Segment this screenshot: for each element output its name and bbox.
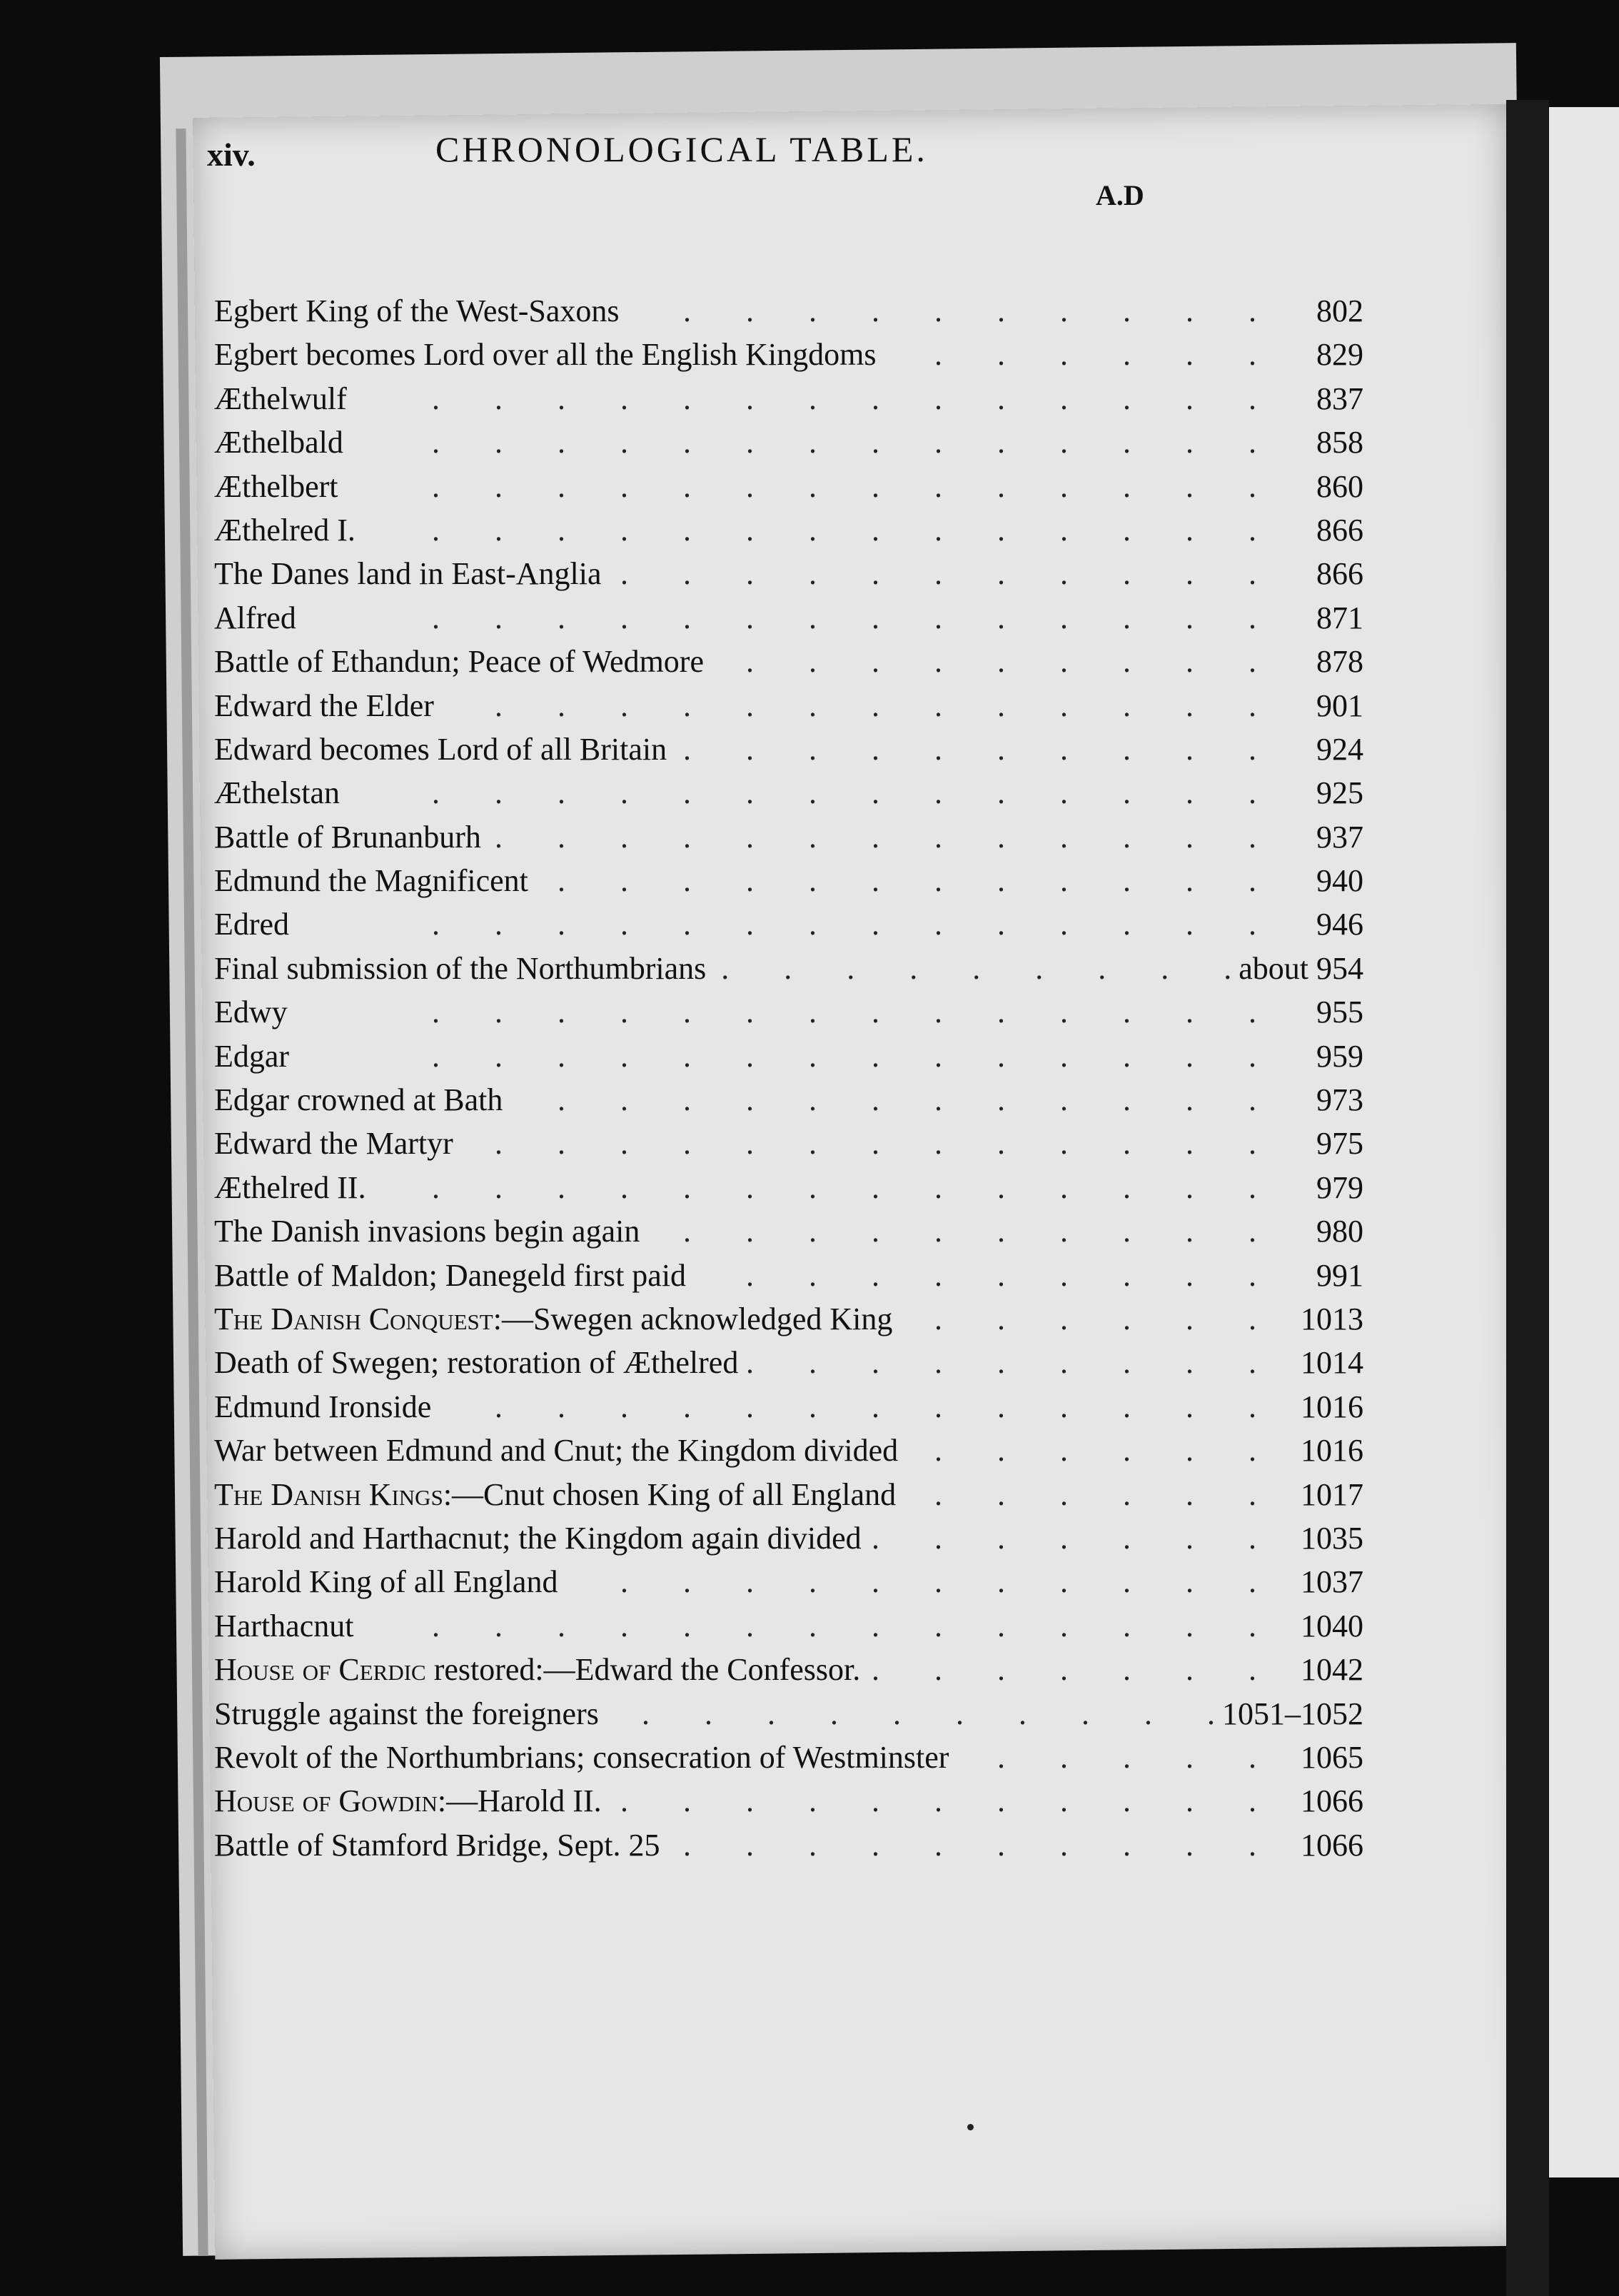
list-item [214,1389,1363,1432]
entry-year: 1016 [1301,1389,1363,1424]
list-item [214,468,1363,512]
entry-year: 829 [1316,337,1363,373]
entry-year: about 954 [1239,950,1363,986]
entry-label [214,1608,353,1644]
entry-label [214,950,706,987]
list-item [214,600,1363,643]
entry-text: The Danes land in East-Anglia [214,556,602,592]
entry-label [214,1739,949,1776]
entry-year: 1066 [1301,1827,1363,1863]
list-item [214,1344,1363,1388]
dot-leader [667,1827,1256,1858]
entry-text: Revolt of the Northumbrians; consecration of Westminster [214,1739,949,1775]
entry-text: Harold King of all England [214,1564,558,1600]
dot-leader [674,731,1256,762]
list-item [214,1827,1363,1870]
entry-label [214,1257,686,1294]
entry-year: 1014 [1301,1345,1363,1381]
entry-label [214,906,289,942]
entry-year: 924 [1316,731,1363,767]
list-item [214,1739,1363,1783]
dot-leader [303,600,1256,631]
entry-label [214,1827,660,1863]
dot-leader [693,1257,1256,1289]
entry-text: Battle of Maldon; Danegeld first paid [214,1257,687,1293]
entry-text: Æthelstan [214,775,340,811]
list-item [214,688,1363,731]
entry-text: Edmund the Magnificent [214,863,528,899]
list-item [214,1125,1363,1169]
entry-label [214,1696,599,1732]
entry-year: 973 [1316,1082,1363,1118]
entry-year: 959 [1316,1038,1363,1074]
dot-leader [438,1389,1256,1420]
entry-text: Edmund Ironside [214,1389,432,1424]
entry-year: 871 [1316,600,1363,635]
dot-leader [609,1783,1256,1814]
entry-year: 955 [1316,995,1363,1030]
entry-text: The Danish invasions begin again [214,1214,640,1249]
entry-text: Egbert becomes Lord over all the English Kingdoms [214,337,877,373]
entry-year: 1035 [1301,1520,1363,1556]
list-item [214,1608,1363,1651]
entry-text: Alfred [214,600,296,635]
entry-label [214,1389,431,1425]
entry-year: 1051–1052 [1222,1696,1363,1731]
list-item [214,819,1363,862]
entry-label [214,293,620,329]
entry-text: —Swegen acknowledged King [501,1301,893,1336]
entry-small-caps: The Danish Conquest: [214,1301,502,1336]
entry-year: 1013 [1301,1301,1363,1336]
dot-leader [711,643,1256,675]
book-spine [1506,100,1549,2296]
entry-text: Battle of Brunanburh [214,819,481,855]
entry-label [214,336,876,373]
entry-text: Struggle against the foreigners [214,1696,599,1731]
page-title: CHRONOLOGICAL TABLE. [435,129,928,169]
entry-label [214,994,288,1030]
entry-text: —Harold II. [446,1783,602,1819]
entry-year: 1016 [1301,1433,1363,1469]
entry-text: —Cnut chosen King of all England [452,1476,897,1512]
entry-label [214,381,347,417]
list-item [214,994,1363,1037]
entry-label [214,1169,366,1206]
entry-year: 860 [1316,468,1363,504]
entry-year: 1065 [1301,1739,1363,1775]
entry-label [214,1038,289,1074]
list-item [214,1432,1363,1476]
list-item [214,1651,1363,1695]
entry-year: 866 [1316,556,1363,592]
dot-leader [360,1608,1256,1639]
dot-leader [535,862,1256,894]
entry-year: 837 [1316,381,1363,416]
entry-year: 975 [1316,1126,1363,1162]
entry-label [214,1301,892,1337]
list-item [214,555,1363,599]
list-item [214,1564,1363,1607]
entry-label [214,1476,896,1513]
entry-label [214,1651,860,1688]
list-item [214,950,1363,994]
list-item [214,906,1363,950]
dot-leader [460,1125,1256,1157]
dot-leader [296,1038,1256,1069]
entry-text: Æthelred I. [214,512,355,548]
entry-label [214,688,434,724]
entry-text: Edwy [214,995,288,1030]
entry-label [214,600,296,636]
entry-label [214,1432,898,1469]
dot-leader [354,381,1256,412]
entry-label [214,512,355,548]
entry-text: War between Edmund and Cnut; the Kingdom divided [214,1433,899,1469]
dot-leader [903,1476,1256,1508]
entry-year: 937 [1316,819,1363,855]
dot-leader [363,512,1256,543]
year-column-heading: A.D [1096,179,1144,211]
entry-label [214,424,343,460]
entry-text: restored:—Edward the Confessor. [425,1652,861,1688]
ink-mark [967,2124,974,2130]
list-item [214,862,1363,906]
list-item [214,643,1363,687]
list-item [214,512,1363,555]
dot-leader [647,1213,1256,1244]
dot-leader [565,1564,1256,1595]
entry-year: 946 [1316,907,1363,942]
entry-text: Harold and Harthacnut; the Kingdom again divided [214,1520,862,1556]
dot-leader [956,1739,1256,1771]
entry-text: Death of Swegen; restoration of Æthelred [214,1345,739,1381]
entry-year: 1042 [1301,1652,1363,1688]
dot-leader [510,1082,1256,1113]
list-item [214,1476,1363,1520]
list-item [214,1301,1363,1344]
list-item [214,1783,1363,1826]
dot-leader [441,688,1256,719]
list-item [214,1082,1363,1125]
entry-label [214,1520,862,1556]
entry-text: Edward the Martyr [214,1126,453,1162]
entry-text: Æthelbert [214,468,338,504]
entry-year: 991 [1316,1257,1363,1293]
dot-leader [606,1696,1215,1727]
entry-text: Edward becomes Lord of all Britain [214,731,667,767]
entry-text: Æthelwulf [214,381,347,416]
entry-text: Æthelred II. [214,1169,366,1205]
entry-label [214,819,481,855]
entry-label [214,1125,453,1162]
entry-label [214,1213,640,1249]
dot-leader [295,994,1256,1025]
entry-text: Edward the Elder [214,688,434,723]
entry-label [214,731,667,767]
facing-page-edge [1549,107,1619,2177]
entry-year: 1037 [1301,1564,1363,1600]
entry-text: Battle of Ethandun; Peace of Wedmore [214,644,704,680]
entry-text: Æthelbald [214,425,343,460]
entry-text: Edred [214,907,290,942]
entry-text: Harthacnut [214,1608,354,1643]
list-item [214,336,1363,380]
dot-leader [905,1432,1256,1464]
dot-leader [350,424,1256,455]
list-item [214,381,1363,424]
entry-year: 979 [1316,1169,1363,1205]
dot-leader [713,950,1231,982]
entry-label [214,1344,738,1381]
list-item [214,731,1363,775]
dot-leader [296,906,1256,937]
entry-text: Final submission of the Northumbrians [214,950,707,986]
dot-leader [745,1344,1256,1376]
entry-year: 1066 [1301,1783,1363,1819]
dot-leader [869,1520,1256,1551]
list-item [214,775,1363,818]
dot-leader [373,1169,1256,1201]
list-item [214,424,1363,468]
entry-label [214,468,338,505]
list-item [214,1696,1363,1739]
dot-leader [346,468,1256,500]
dot-leader [488,819,1256,850]
list-item [214,1169,1363,1213]
entry-text: Edgar [214,1038,290,1074]
entry-small-caps: House of Cerdic [214,1652,426,1688]
entry-small-caps: House of Gowdin: [214,1783,447,1819]
entry-year: 866 [1316,512,1363,548]
entry-year: 940 [1316,863,1363,899]
entry-label [214,1564,558,1600]
entry-year: 802 [1316,293,1363,328]
entry-year: 1017 [1301,1476,1363,1512]
dot-leader [867,1651,1256,1683]
entry-label [214,643,704,680]
list-item [214,293,1363,336]
entry-year: 858 [1316,425,1363,460]
entry-label [214,555,602,592]
dot-leader [347,775,1256,806]
list-item [214,1213,1363,1257]
entry-year: 878 [1316,644,1363,680]
list-item [214,1038,1363,1082]
entry-small-caps: The Danish Kings: [214,1476,453,1512]
entry-text: Egbert King of the West-Saxons [214,293,620,328]
entry-year: 925 [1316,775,1363,811]
entry-label [214,1082,503,1118]
entry-year: 901 [1316,688,1363,723]
entry-text: Battle of Stamford Bridge, Sept. 25 [214,1827,660,1863]
entry-text: Edgar crowned at Bath [214,1082,503,1118]
entry-label [214,1783,602,1819]
list-item [214,1520,1363,1564]
entry-year: 980 [1316,1214,1363,1249]
dot-leader [627,293,1256,324]
list-item [214,1257,1363,1301]
dot-leader [899,1301,1256,1332]
entry-label [214,862,528,899]
chronology-list [214,293,1363,1870]
entry-year: 1040 [1301,1608,1363,1643]
page-number: xiv. [207,136,256,173]
dot-leader [609,555,1256,587]
entry-label [214,775,340,811]
dot-leader [883,336,1256,368]
